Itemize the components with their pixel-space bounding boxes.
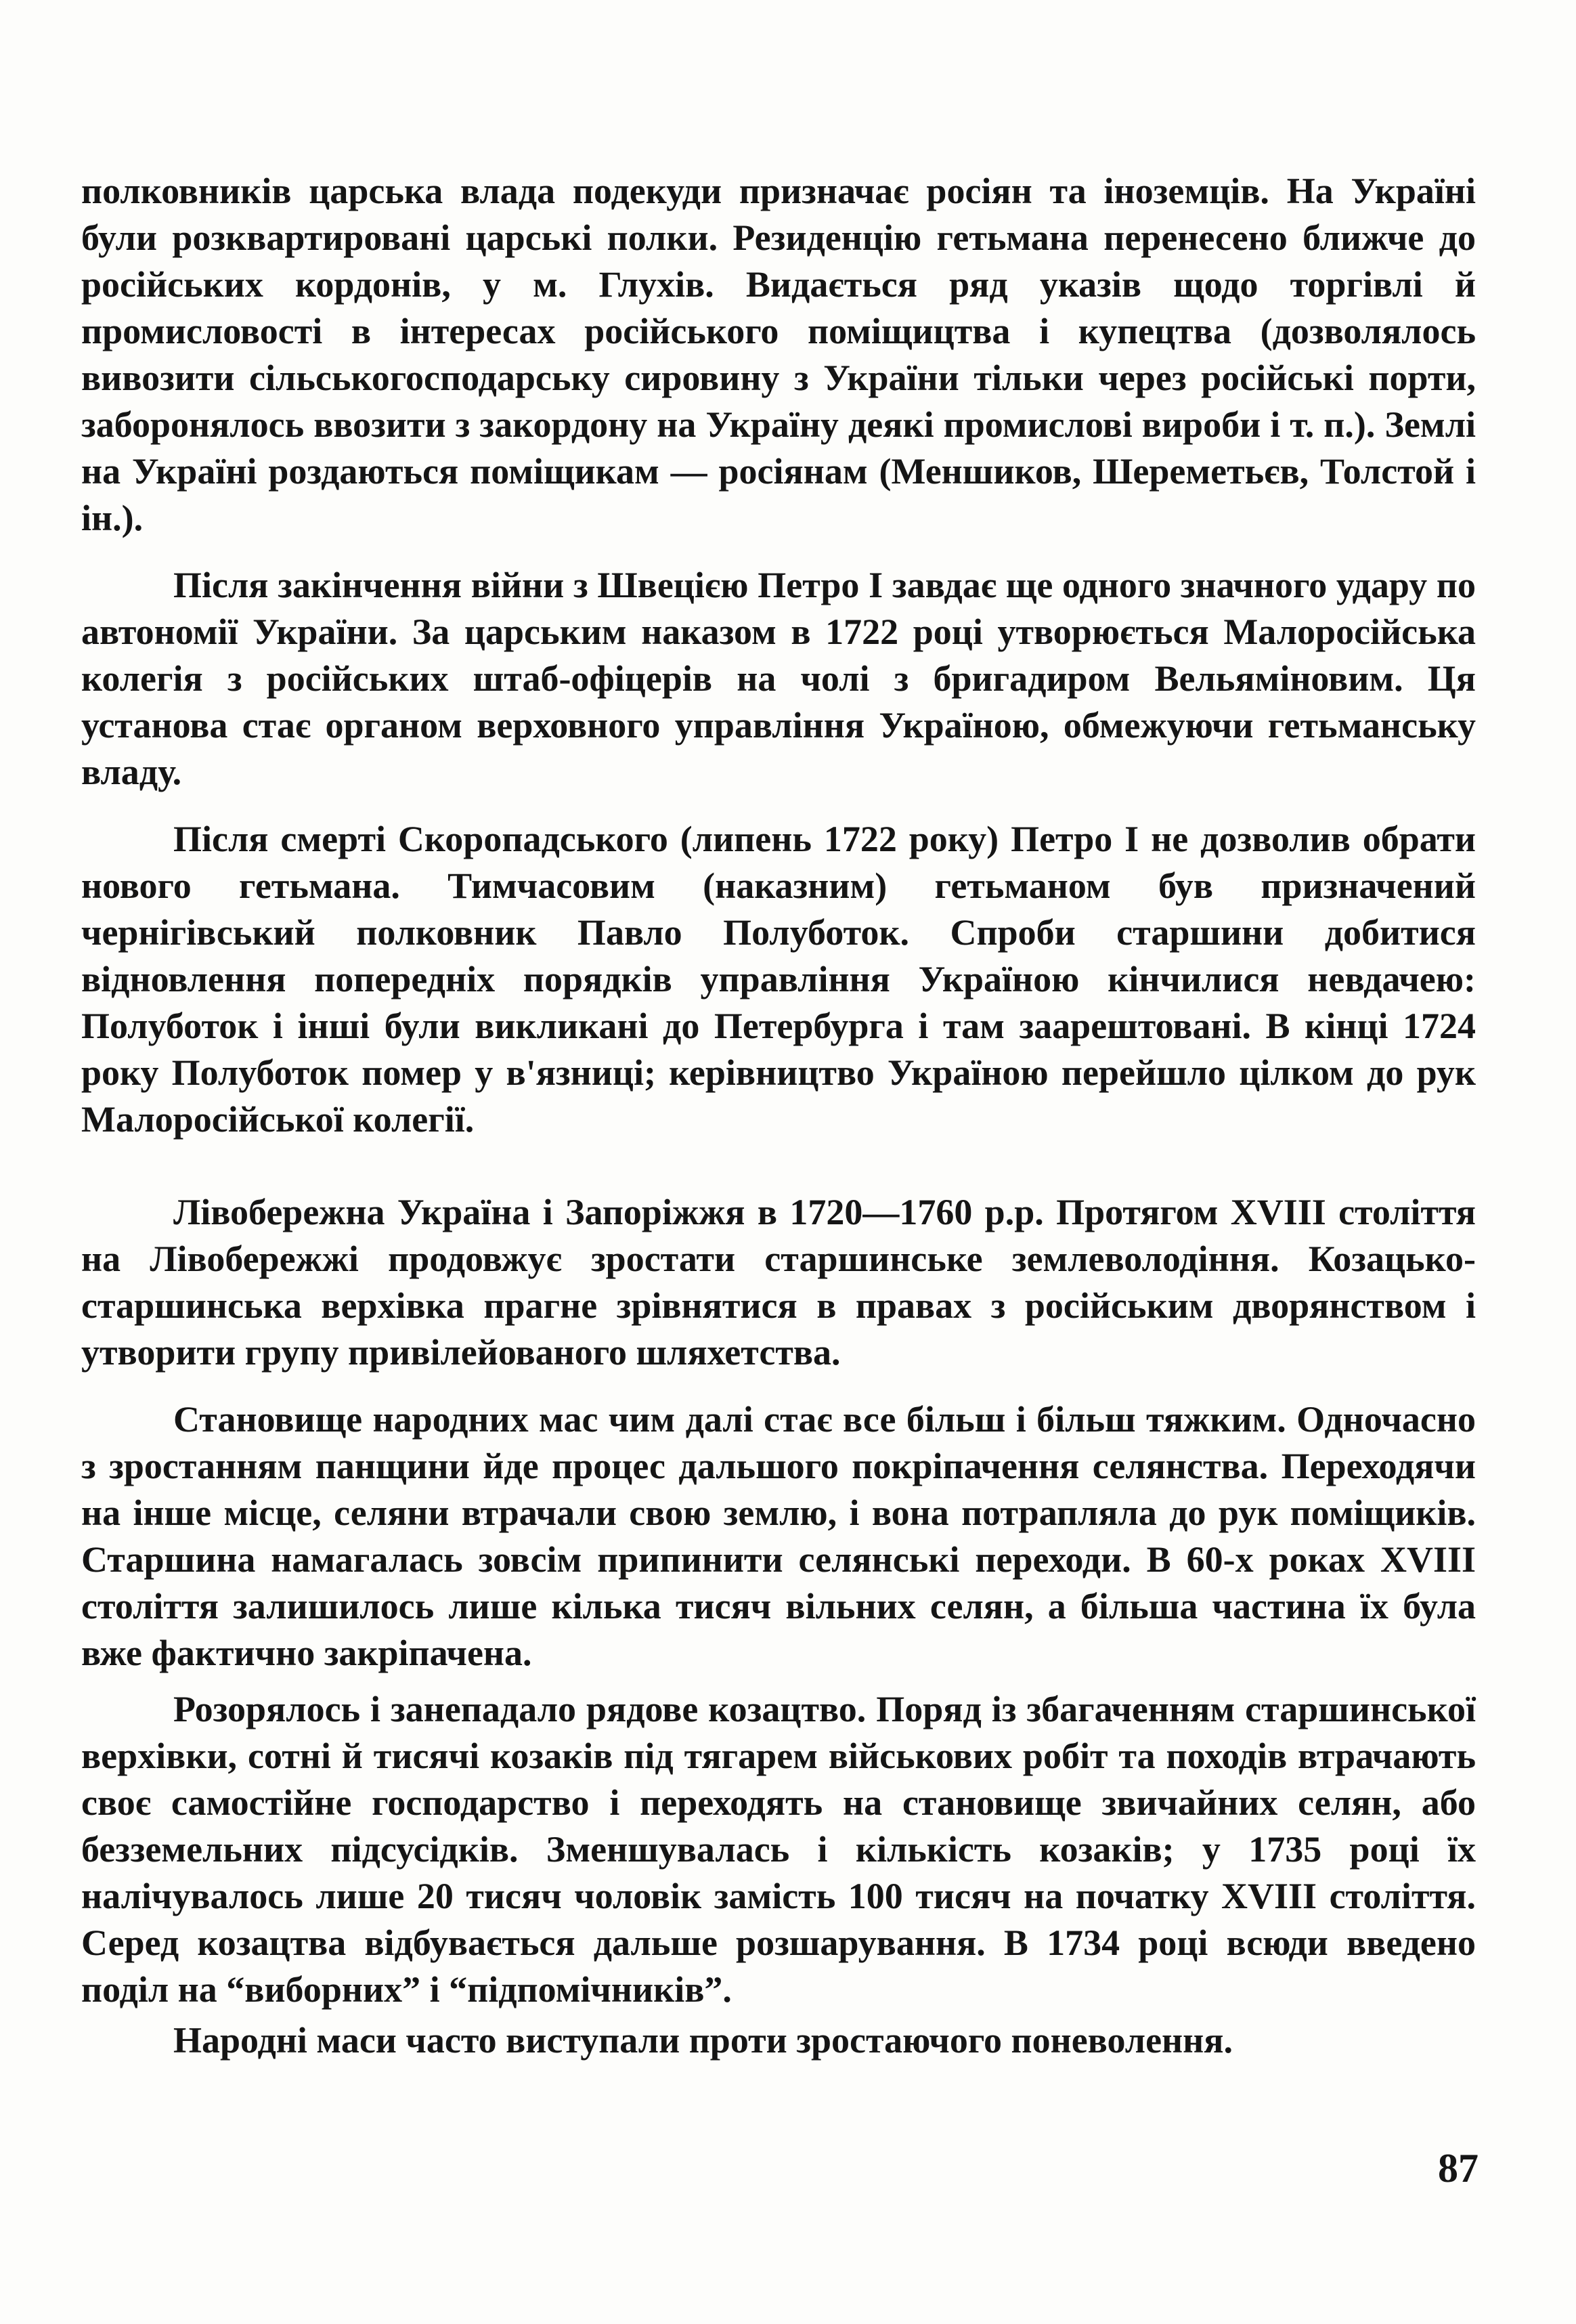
paragraph-continuation: полковників царська влада подекуди призначає росіян та іноземців. На Україні були розквартировані царські полки. Резиденцію гетьмана перенесено ближче до російських кордонів, у м. Глухів. Видається ряд указів щодо торгівлі й промисловості в інтересах російського поміщицтва і купецтва (дозволялось вивозити сільськогосподарську сировину з України тільки через російські порти, заборонялось ввозити з закордону на Україну деякі промислові вироби і т. п.). Землі на Україні роздаються поміщикам — росіянам (Меншиков, Шереметьєв, Толстой і ін.).	[81, 171, 1476, 538]
paragraph-popular-masses: Народні маси часто виступали проти зростаючого поневолення.	[173, 2020, 1233, 2061]
paragraph-peasants: Становище народних мас чим далі стає все більш і більш тяжким. Одночасно з зростанням панщини йде процес дальшого покріпачення селянства. Переходячи на інше місце, селяни втрачали свою землю, і вона потрапляла до рук поміщиків. Старшина намагалась зовсім припинити селянські переходи. В 60-х роках XVIII століття залишилось лише кілька тисяч вільних селян, а більша частина їх була вже фактично закріпачена.	[81, 1399, 1476, 1673]
paragraph-malorosiyska-kolegiya: Після закінчення війни з Швецією Петро І завдає ще одного значного удару по автономії України. За царським наказом в 1722 році утворюється Малоросійська колегія з російських штаб-офіцерів на чолі з бригадиром Вельяміновим. Ця установа стає органом верховного управління Україною, обмежуючи гетьманську владу.	[81, 565, 1476, 792]
page-number: 87	[1438, 2146, 1479, 2191]
section-intro-text: Протягом XVIII століття на Лівобережжі продовжує зростати старшинське землеволодіння. Козацько-старшинська верхівка прагне зрівнятися в правах з російським дворянством і утворити групу привілейованого шляхетства.	[81, 1192, 1476, 1373]
body-text-section	[81, 1189, 1476, 2064]
paragraph-polubotok: Після смерті Скоропадського (липень 1722 року) Петро І не дозволив обрати нового гетьмана. Тимчасовим (наказним) гетьманом був призначений чернігівський полковник Павло Полуботок. Спроби старшини добитися відновлення попередніх порядків управління Україною кінчилися невдачею: Полуботок і інші були викликані до Петербурга і там заарештовані. В кінці 1724 року Полуботок помер у в'язниці; керівництво Україною перейшло цілком до рук Малоросійської колегії.	[81, 819, 1476, 1140]
paragraph-section-intro	[81, 1189, 1476, 1376]
section-heading: Лівобережна Україна і Запоріжжя в 1720—1760 р.р.	[173, 1192, 1044, 1232]
body-text-top	[81, 168, 1476, 1143]
paragraph-cossacks: Розорялось і занепадало рядове козацтво. Поряд із збагаченням старшинської верхівки, сотні й тисячі козаків під тягарем військових робіт та походів втрачають своє самостійне господарство і переходять на становище звичайних селян, або безземельних підсусідків. Зменшувалась і кількість козаків; у 1735 році їх налічувалось лише 20 тисяч чоловік замість 100 тисяч на початку XVIII століття. Серед козацтва відбувається дальше розшарування. В 1734 році всюди введено поділ на “виборних” і “підпомічників”.	[81, 1689, 1476, 2010]
